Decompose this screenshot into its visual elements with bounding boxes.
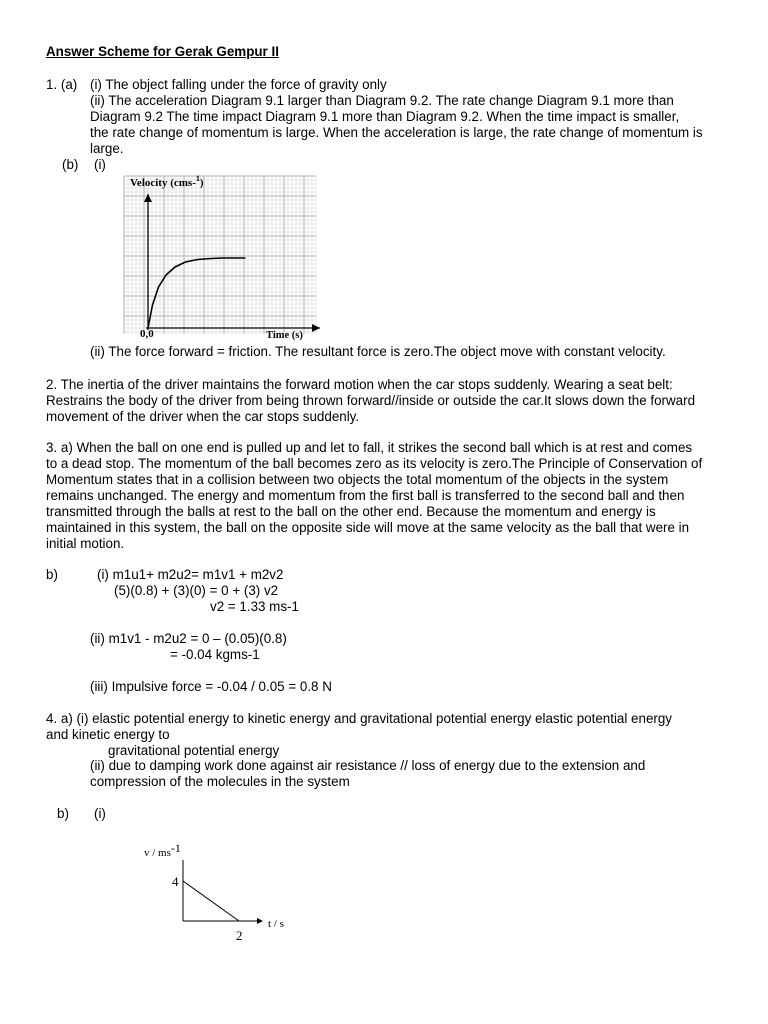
q1-number: 1. (a) xyxy=(46,77,78,92)
q3b-ii-1: (ii) m1v1 - m2u2 = 0 – (0.05)(0.8) xyxy=(90,631,287,646)
chart2-ylabel: v / ms-1 xyxy=(144,841,181,859)
q1a-ii-line3: the rate change of momentum is large. When the acceleration is large, the rate change of momentum is xyxy=(90,125,703,140)
q4a-line4: (ii) due to damping work done against air resistance // loss of energy due to the extension and xyxy=(90,758,646,773)
q3-line6: maintained in this system, the ball on the opposite side will move at the same velocity as the ball that were in xyxy=(46,520,690,535)
q3b-i-1: (i) m1u1+ m2u2= m1v1 + m2v2 xyxy=(97,567,284,582)
q3-line1: 3. a) When the ball on one end is pulled up and let to fall, it strikes the second ball which is at rest and comes xyxy=(46,440,693,455)
q4a-line5: compression of the molecules in the system xyxy=(90,774,350,789)
chart2-xlabel: t / s xyxy=(268,918,284,930)
chart1-origin-label: 0,0 xyxy=(140,328,154,340)
q3-line3: Momentum states that in a collision between two objects the total momentum of the objects in the system xyxy=(46,472,669,487)
q4a-line3: gravitational potential energy xyxy=(108,743,280,758)
chart2-x-tick-label: 2 xyxy=(236,928,243,943)
q1b-ii: (ii) The force forward = friction. The resultant force is zero.The object move with constant velocity. xyxy=(90,344,666,359)
q3b-i-2: (5)(0.8) + (3)(0) = 0 + (3) v2 xyxy=(114,583,279,598)
q3-line4: remains unchanged. The energy and momentum from the first ball is transferred to the second ball and then xyxy=(46,488,685,503)
q1b-i-label: (i) xyxy=(94,157,106,172)
q3b-ii-2: = -0.04 kgms-1 xyxy=(170,647,260,662)
q4a-line2: and kinetic energy to xyxy=(46,727,170,742)
q1b-label: (b) xyxy=(62,157,79,172)
q3b-i-3: v2 = 1.33 ms-1 xyxy=(210,599,299,614)
q1a-ii-line2: Diagram 9.2 The time impact Diagram 9.1 more than Diagram 9.2. When the time impact is smaller, xyxy=(90,109,680,124)
q4b-label: b) xyxy=(57,806,69,821)
q3-line5: transmitted through the balls at rest to the ball on the other end. Because the momentum and energy is xyxy=(46,504,656,519)
chart1-y-arrow xyxy=(144,194,152,202)
chart1-ylabel: Velocity (cms-$^1$) xyxy=(130,174,204,189)
q3b-label: b) xyxy=(46,567,58,582)
q1a-ii-line4: large. xyxy=(90,141,124,156)
q2-line2: Restrains the body of the driver from being thrown forward//inside or outside the car.It slows down the forward xyxy=(46,393,696,408)
chart2-velocity-line xyxy=(183,881,239,921)
chart2-y-tick-label: 4 xyxy=(172,874,179,889)
chart2-x-arrow xyxy=(257,918,263,924)
q1a-i: (i) The object falling under the force of gravity only xyxy=(90,77,387,92)
q1a-ii-line1: (ii) The acceleration Diagram 9.1 larger than Diagram 9.2. The rate change Diagram 9.1 more than xyxy=(90,93,674,108)
q3-line2: to a dead stop. The momentum of the ball becomes zero as its velocity is zero.The Principle of Conservation of xyxy=(46,456,703,471)
v-t-sketch-graph xyxy=(140,838,300,950)
q2-line3: movement of the driver when the car stops suddenly. xyxy=(46,409,360,424)
chart1-xlabel: Time (s) xyxy=(266,330,303,341)
q4b-i-label: (i) xyxy=(94,806,106,821)
q3-line7: initial motion. xyxy=(46,536,125,551)
q4a-line1: 4. a) (i) elastic potential energy to kinetic energy and gravitational potential energy elastic potential energy xyxy=(46,711,673,726)
q2-line1: 2. The inertia of the driver maintains the forward motion when the car stops suddenly. Wearing a seat belt: xyxy=(46,377,673,392)
velocity-time-graph xyxy=(120,172,330,344)
chart1-velocity-curve xyxy=(148,258,246,328)
q3b-iii: (iii) Impulsive force = -0.04 / 0.05 = 0.8 N xyxy=(90,679,332,694)
page-title: Answer Scheme for Gerak Gempur II xyxy=(46,44,279,59)
